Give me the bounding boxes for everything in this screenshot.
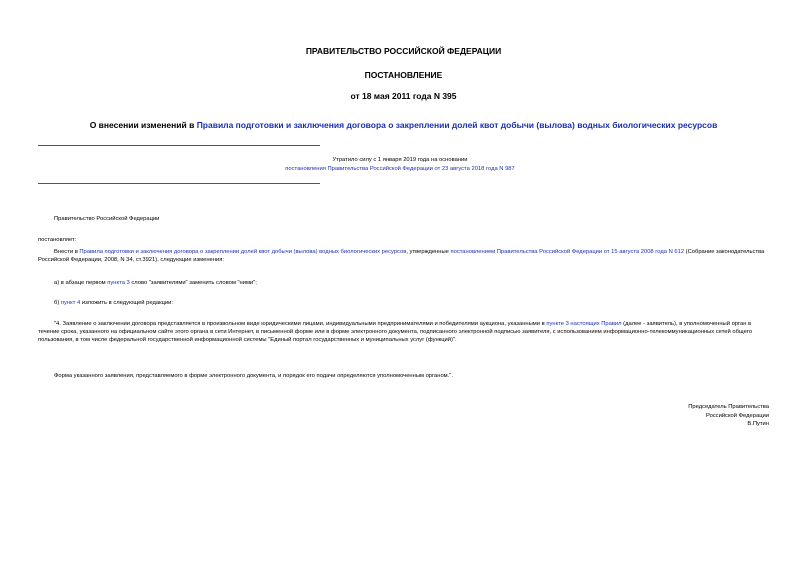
signature-title: Председатель Правительства [688,404,769,410]
body-decides: постановляет: [38,237,77,243]
status-note-line: Утратило силу с 1 января 2019 года на основании [332,157,468,163]
signature-name: В.Путин [747,421,769,428]
p1-text-b: , утвержденные [406,249,451,255]
item-a [38,279,768,287]
clause-3-link[interactable]: пункта 3 [107,280,130,286]
paragraph-amendments [38,248,768,264]
signature-country: Российской Федерации [705,412,769,419]
government-heading: ПРАВИТЕЛЬСТВО РОССИЙСКОЙ ФЕДЕРАЦИИ [305,46,502,56]
item-b-text-a: б) [54,300,61,306]
quote-text-a: "4. Заявление о заключении договора представляется в произвольном виде юридическими лицами, индивидуальными предпринимателями и победителями аукциона, указанными в [54,321,547,327]
item-a-text-a: а) в абзаце первом [54,280,108,286]
document-title [0,120,807,130]
quoted-clause-4 [38,320,768,345]
item-a-text-b: слово "заявителями" заменить словом "ними"; [129,280,257,286]
title-prefix: О внесении изменений в [89,120,197,130]
document-type: ПОСТАНОВЛЕНИЕ [364,70,443,80]
quote-text-b: (далее - заявитель), в уполномоченный орган в течение срока, указанного на официальном сайте этого органа в сети Интернет, в письменной форме или в форме электронного документа, подписанного электронной подписью заявителя, с использованием информационно-телекоммуникационных сетей общего пользования, в том числе федеральной государственной информационной системы "Единый портал государственных и муниципальных услуг (функций)". [38,321,753,344]
status-note [200,157,600,172]
p1-text-a: Внести в [54,249,80,255]
repeal-decree-link[interactable]: постановления Правительства Российской Федерации от 23 августа 2018 года N 987 [285,166,515,172]
signature-block [688,403,769,429]
divider-top [38,145,320,146]
divider-bottom [38,183,320,184]
clause-3-rules-link[interactable]: пункте 3 настоящих Правил [546,321,622,327]
rules-link[interactable]: Правила подготовки и заключения договора о закреплении долей квот добычи (вылова) водных биологических ресурсов [79,249,407,255]
document-date-number: от 18 мая 2011 года N 395 [350,91,457,101]
item-b [38,299,768,307]
title-rules-link[interactable]: Правила подготовки и заключения договора о закреплении долей квот добычи (вылова) водных биологических ресурсов [196,120,718,130]
body-intro: Правительство Российской Федерации [54,216,160,222]
decree-612-link[interactable]: постановлением Правительства Российской Федерации от 15 августа 2008 года N 612 [450,249,685,255]
paragraph-form: Форма указанного заявления, представляемого в форме электронного документа, и порядок его подачи определяются уполномоченным органом.". [54,373,453,379]
p1-text-c: (Собрание законодательства Российской Федерации, 2008, N 34, ст.3921), следующие изменения: [38,249,765,264]
clause-4-link[interactable]: пункт 4 [60,300,81,306]
item-b-text-b: изложить в следующей редакции: [80,300,174,306]
